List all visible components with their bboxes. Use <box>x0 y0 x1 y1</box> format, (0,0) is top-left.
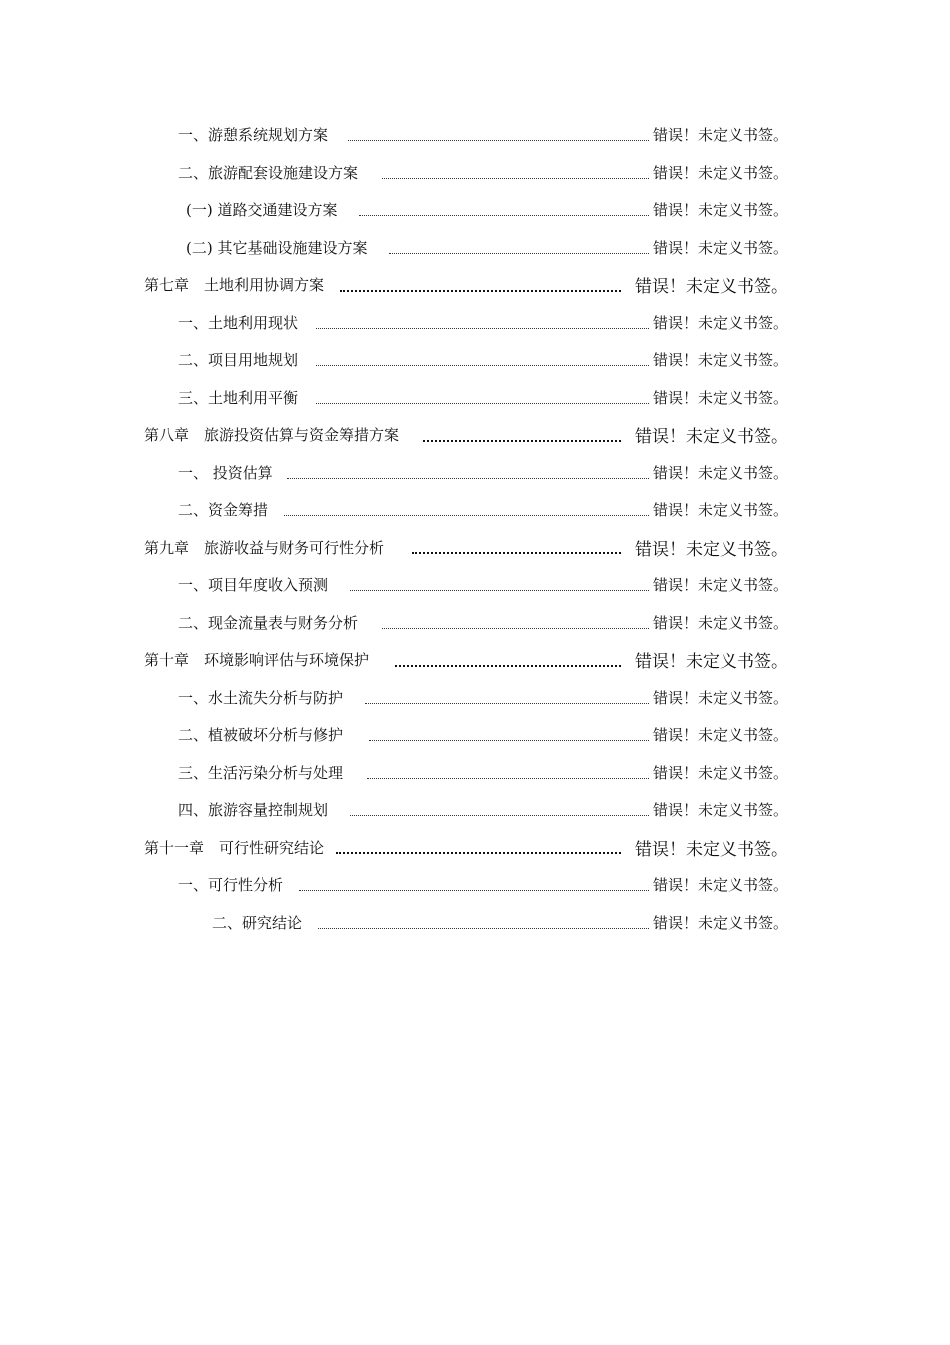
toc-entry-title: 二、项目用地规划 <box>178 351 299 370</box>
toc-dot-leader <box>365 703 649 704</box>
toc-entry-title: 二、现金流量表与财务分析 <box>178 613 359 632</box>
toc-section-entry[interactable] <box>0 791 950 829</box>
toc-section-entry[interactable] <box>0 566 950 604</box>
toc-entry-title: 三、生活污染分析与处理 <box>178 763 344 782</box>
toc-section-entry[interactable] <box>0 454 950 492</box>
toc-entry-page-reference: 错误！未定义书签。 <box>652 351 788 370</box>
toc-dot-leader <box>316 403 649 404</box>
toc-entry-title: (一) 道路交通建设方案 <box>186 201 338 220</box>
toc-section-entry[interactable] <box>0 754 950 792</box>
toc-dot-leader <box>382 628 649 629</box>
toc-section-entry[interactable] <box>0 304 950 342</box>
toc-entry-page-reference: 错误！未定义书签。 <box>635 427 788 448</box>
toc-entry-page-reference: 错误！未定义书签。 <box>652 163 788 182</box>
toc-dot-leader <box>287 478 649 479</box>
toc-section-entry[interactable] <box>0 679 950 717</box>
toc-section-entry[interactable] <box>0 116 950 154</box>
toc-entry-page-reference: 错误！未定义书签。 <box>652 763 788 782</box>
toc-section-entry[interactable] <box>0 154 950 192</box>
toc-entry-title: 一、 投资估算 <box>178 463 273 482</box>
toc-dot-leader <box>423 440 621 442</box>
toc-entry-page-reference: 错误！未定义书签。 <box>652 913 788 932</box>
toc-entry-page-reference: 错误！未定义书签。 <box>635 652 788 673</box>
toc-entry-title: 二、植被破坏分析与修护 <box>178 726 344 745</box>
toc-dot-leader <box>284 515 649 516</box>
toc-section-entry[interactable] <box>0 341 950 379</box>
toc-dot-leader <box>350 590 649 591</box>
toc-entry-title: 四、旅游容量控制规划 <box>178 801 329 820</box>
toc-entry-page-reference: 错误！未定义书签。 <box>652 313 788 332</box>
toc-entry-title: 二、研究结论 <box>212 913 303 932</box>
toc-dot-leader <box>367 778 649 779</box>
toc-entry-page-reference: 错误！未定义书签。 <box>652 876 788 895</box>
toc-entry-title: 一、游憩系统规划方案 <box>178 126 329 145</box>
toc-dot-leader <box>369 740 649 741</box>
toc-entry-page-reference: 错误！未定义书签。 <box>652 201 788 220</box>
toc-dot-leader <box>299 890 649 891</box>
toc-entry-title: 第十一章 可行性研究结论 <box>144 838 325 857</box>
toc-section-entry[interactable] <box>0 491 950 529</box>
toc-dot-leader <box>395 665 621 667</box>
toc-dot-leader <box>336 852 621 854</box>
toc-section-entry[interactable] <box>0 904 950 942</box>
table-of-contents <box>0 116 950 941</box>
toc-entry-page-reference: 错误！未定义书签。 <box>652 501 788 520</box>
toc-entry-title: 一、土地利用现状 <box>178 313 299 332</box>
toc-section-entry[interactable] <box>0 866 950 904</box>
toc-dot-leader <box>359 215 649 216</box>
toc-chapter-entry[interactable] <box>0 829 950 867</box>
toc-section-entry[interactable] <box>0 716 950 754</box>
toc-entry-title: 一、项目年度收入预测 <box>178 576 329 595</box>
toc-entry-page-reference: 错误！未定义书签。 <box>652 688 788 707</box>
toc-entry-title: 一、可行性分析 <box>178 876 284 895</box>
toc-dot-leader <box>340 290 621 292</box>
toc-entry-page-reference: 错误！未定义书签。 <box>652 463 788 482</box>
toc-entry-page-reference: 错误！未定义书签。 <box>652 801 788 820</box>
toc-dot-leader <box>382 178 649 179</box>
toc-dot-leader <box>316 328 649 329</box>
toc-entry-page-reference: 错误！未定义书签。 <box>652 576 788 595</box>
toc-dot-leader <box>389 253 649 254</box>
toc-entry-title: 二、旅游配套设施建设方案 <box>178 163 359 182</box>
toc-section-entry[interactable] <box>0 191 950 229</box>
toc-chapter-entry[interactable] <box>0 266 950 304</box>
toc-entry-title: (二) 其它基础设施建设方案 <box>186 238 368 257</box>
toc-dot-leader <box>316 365 649 366</box>
toc-entry-title: 一、水土流失分析与防护 <box>178 688 344 707</box>
toc-entry-title: 第十章 环境影响评估与环境保护 <box>144 651 370 670</box>
toc-dot-leader <box>348 140 649 141</box>
toc-dot-leader <box>350 815 649 816</box>
toc-entry-title: 二、资金筹措 <box>178 501 269 520</box>
toc-chapter-entry[interactable] <box>0 529 950 567</box>
toc-entry-page-reference: 错误！未定义书签。 <box>652 613 788 632</box>
toc-entry-title: 三、土地利用平衡 <box>178 388 299 407</box>
toc-dot-leader <box>412 552 621 554</box>
toc-entry-page-reference: 错误！未定义书签。 <box>635 277 788 298</box>
toc-entry-title: 第七章 土地利用协调方案 <box>144 276 325 295</box>
toc-entry-page-reference: 错误！未定义书签。 <box>652 388 788 407</box>
toc-entry-page-reference: 错误！未定义书签。 <box>652 238 788 257</box>
toc-entry-page-reference: 错误！未定义书签。 <box>635 539 788 560</box>
toc-entry-title: 第八章 旅游投资估算与资金筹措方案 <box>144 426 400 445</box>
toc-section-entry[interactable] <box>0 229 950 267</box>
toc-dot-leader <box>318 928 649 929</box>
toc-section-entry[interactable] <box>0 379 950 417</box>
toc-entry-page-reference: 错误！未定义书签。 <box>635 839 788 860</box>
toc-chapter-entry[interactable] <box>0 416 950 454</box>
toc-entry-page-reference: 错误！未定义书签。 <box>652 726 788 745</box>
toc-chapter-entry[interactable] <box>0 641 950 679</box>
toc-entry-page-reference: 错误！未定义书签。 <box>652 126 788 145</box>
toc-entry-title: 第九章 旅游收益与财务可行性分析 <box>144 538 385 557</box>
toc-section-entry[interactable] <box>0 604 950 642</box>
